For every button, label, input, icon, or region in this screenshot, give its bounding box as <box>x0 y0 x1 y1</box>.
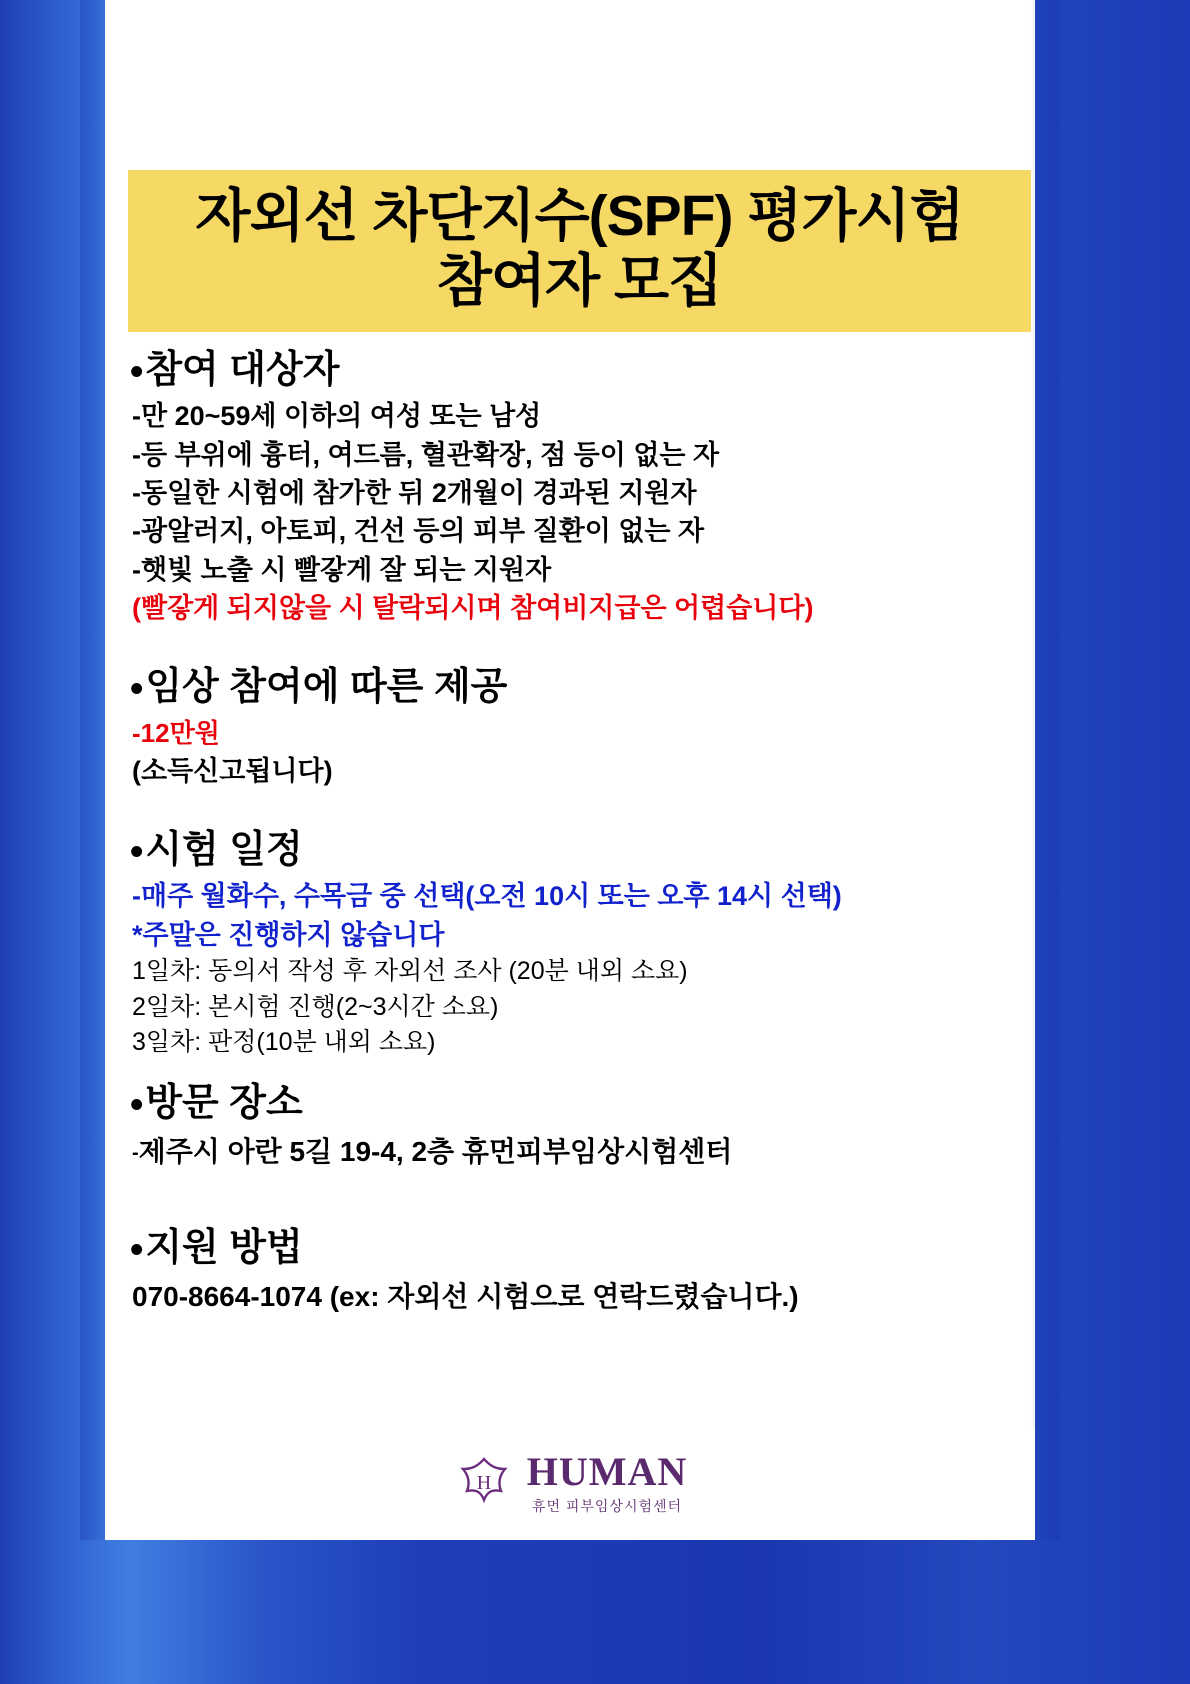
compensation-note: (소득신고됩니다) <box>132 755 333 786</box>
spacer-1 <box>128 629 1030 663</box>
address-dash: - <box>132 1141 139 1164</box>
left-edge-shadow <box>80 0 108 1684</box>
apply-contact[interactable]: 070-8664-1074 (ex: 자외선 시험으로 연락드렸습니다.) <box>132 1281 799 1313</box>
poster-title-line-2: 참여자 모집 <box>436 248 723 313</box>
logo-subtitle: 휴먼 피부임상시험센터 <box>531 1498 683 1514</box>
section-participants <box>128 346 1030 627</box>
schedule-day-1: 1일차: 동의서 작성 후 자외선 조사 (20분 내외 소요) <box>132 957 688 986</box>
participants-criterion-3: -동일한 시험에 참가한 뒤 2개월이 경과된 지원자 <box>132 478 697 509</box>
section-participants-heading: •참여 대상자 <box>130 349 340 393</box>
section-compensation-heading: •임상 참여에 따른 제공 <box>130 666 508 711</box>
participants-criterion-1: -만 20~59세 이하의 여성 또는 남성 <box>132 401 542 432</box>
bullet-dot-icon: • <box>130 1228 144 1271</box>
section-schedule <box>128 826 1030 1061</box>
schedule-day-2: 2일차: 본시험 진행(2~3시간 소요) <box>132 992 499 1021</box>
poster-title-box <box>128 170 1031 332</box>
participants-warning-note: (빨갛게 되지않을 시 탈락되시며 참여비지급은 어렵습니다) <box>132 593 814 624</box>
schedule-weekend-note: *주말은 진행하지 않습니다 <box>132 919 445 950</box>
section-location <box>128 1079 1030 1170</box>
section-apply <box>128 1224 1030 1315</box>
bullet-dot-icon: • <box>130 1083 144 1126</box>
section-schedule-heading: •시험 일정 <box>130 828 303 873</box>
schedule-day-3: 3일차: 판정(10분 내외 소요) <box>132 1028 436 1057</box>
flower-logo-icon <box>453 1453 515 1515</box>
schedule-options: -매주 월화수, 수목금 중 선택(오전 10시 또는 오후 14시 선택) <box>132 881 842 912</box>
poster-content <box>128 336 1030 1317</box>
poster-title-line-1: 자외선 차단지수(SPF) 평가시험 <box>195 184 964 248</box>
logo-text-block <box>526 1449 688 1516</box>
svg-text:H: H <box>476 1472 491 1494</box>
section-location-heading: •방문 장소 <box>130 1081 303 1126</box>
poster-footer <box>105 1428 1035 1540</box>
company-logo <box>453 1449 688 1516</box>
bottom-blue-area <box>0 1540 1190 1684</box>
logo-name: HUMAN <box>526 1449 688 1494</box>
spacer-4 <box>128 1172 1030 1224</box>
participants-criterion-2: -등 부위에 흉터, 여드름, 혈관확장, 점 등이 없는 자 <box>132 439 720 470</box>
spacer-2 <box>128 792 1030 826</box>
section-apply-heading: •지원 방법 <box>130 1226 303 1271</box>
compensation-amount: -12만원 <box>132 717 220 748</box>
section-compensation <box>128 663 1030 790</box>
bullet-dot-icon: • <box>130 350 144 393</box>
participants-criterion-5: -햇빛 노출 시 빨갛게 잘 되는 지원자 <box>132 554 552 585</box>
location-address: -제주시 아란 5길 19-4, 2층 휴먼피부임상시험센터 <box>132 1135 733 1167</box>
spacer-3 <box>128 1063 1030 1079</box>
participants-criterion-4: -광알러지, 아토피, 건선 등의 피부 질환이 없는 자 <box>132 516 705 547</box>
bullet-dot-icon: • <box>130 668 144 711</box>
bullet-dot-icon: • <box>130 830 144 873</box>
